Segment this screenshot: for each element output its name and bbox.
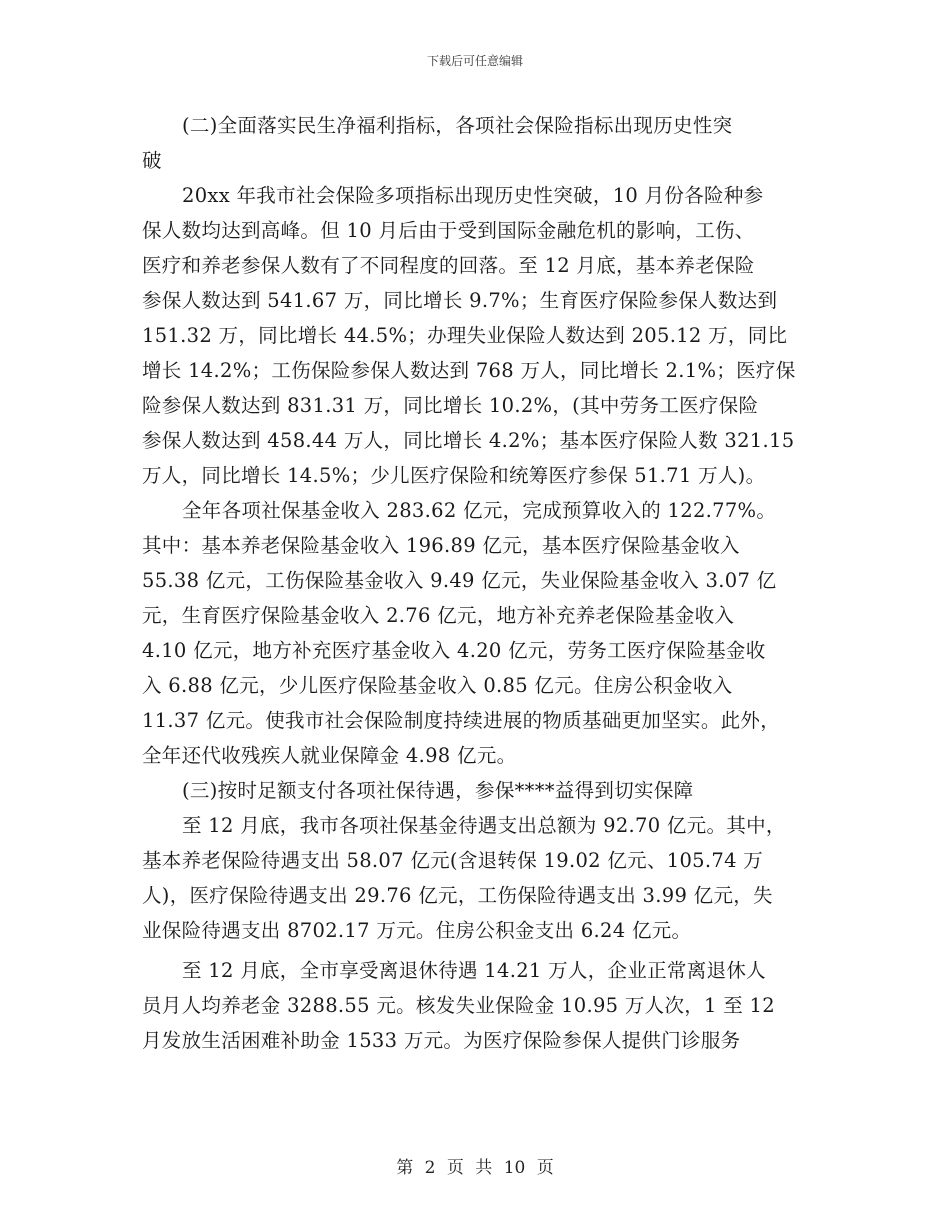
text-line: 入 6.88 亿元，少儿医疗保险基金收入 0.85 亿元。住房公积金收入 xyxy=(142,674,733,697)
text-line: 破 xyxy=(142,149,162,172)
text-line: 员月人均养老金 3288.55 元。核发失业保险金 10.95 万人次，1 至 12 xyxy=(142,994,775,1017)
page-footer: 第 2 页 共 10 页 xyxy=(396,1158,554,1178)
text-line: 参保人数达到 541.67 万，同比增长 9.7%；生育医疗保险参保人数达到 xyxy=(142,289,778,312)
text-line: 其中：基本养老保险基金收入 196.89 亿元，基本医疗保险基金收入 xyxy=(142,534,740,557)
text-line: 全年各项社保基金收入 283.62 亿元，完成预算收入的 122.77%。 xyxy=(182,499,777,522)
text-line: 20xx 年我市社会保险多项指标出现历史性突破，10 月份各险种参 xyxy=(182,184,764,207)
page-header: 下载后可任意编辑 xyxy=(426,54,523,68)
text-line: 业保险待遇支出 8702.17 万元。住房公积金支出 6.24 亿元。 xyxy=(142,919,692,942)
text-line: 保人数均达到高峰。但 10 月后由于受到国际金融危机的影响，工伤、 xyxy=(142,219,755,242)
text-line: 至 12 月底，我市各项社保基金待遇支出总额为 92.70 亿元。其中， xyxy=(182,814,786,837)
section-heading-3 xyxy=(142,773,832,808)
text-line: 11.37 亿元。使我市社会保险制度持续进展的物质基础更加坚实。此外， xyxy=(142,709,781,732)
text-line: (二)全面落实民生净福利指标，各项社会保险指标出现历史性突 xyxy=(182,114,733,137)
text-line: 元，生育医疗保险基金收入 2.76 亿元，地方补充养老保险基金收入 xyxy=(142,604,735,627)
text-line: 参保人数达到 458.44 万人，同比增长 4.2%；基本医疗保险人数 321.15 xyxy=(142,429,795,452)
text-line: 险参保人数达到 831.31 万，同比增长 10.2%，(其中劳务工医疗保险 xyxy=(142,394,759,417)
text-line: 55.38 亿元，工伤保险基金收入 9.49 亿元，失业保险基金收入 3.07 亿 xyxy=(142,569,777,592)
paragraph-expenditure xyxy=(142,808,832,948)
paragraph-fund-income xyxy=(142,493,832,773)
section-heading-2 xyxy=(142,108,832,178)
text-line: 月发放生活困难补助金 1533 万元。为医疗保险参保人提供门诊服务 xyxy=(142,1029,741,1052)
text-line: 医疗和养老参保人数有了不同程度的回落。至 12 月底，基本养老保险 xyxy=(142,254,755,277)
text-line: 151.32 万，同比增长 44.5%；办理失业保险人数达到 205.12 万，同比 xyxy=(142,324,788,347)
text-line: 增长 14.2%；工伤保险参保人数达到 768 万人，同比增长 2.1%；医疗保 xyxy=(142,359,796,382)
text-line: 人)，医疗保险待遇支出 29.76 亿元，工伤保险待遇支出 3.99 亿元，失 xyxy=(142,884,773,907)
text-line: 4.10 亿元，地方补充医疗基金收入 4.20 亿元，劳务工医疗保险基金收 xyxy=(142,639,766,662)
text-line: 基本养老保险待遇支出 58.07 亿元(含退转保 19.02 亿元、105.74 万 xyxy=(142,849,764,872)
document-body xyxy=(142,108,832,1058)
text-line: (三)按时足额支付各项社保待遇，参保****益得到切实保障 xyxy=(182,779,694,802)
text-line: 万人，同比增长 14.5%；少儿医疗保险和统筹医疗参保 51.71 万人)。 xyxy=(142,464,766,487)
text-line: 全年还代收残疾人就业保障金 4.98 亿元。 xyxy=(142,744,517,767)
text-line: 至 12 月底，全市享受离退休待遇 14.21 万人，企业正常离退休人 xyxy=(182,959,766,982)
paragraph-participation xyxy=(142,178,832,493)
paragraph-retirement xyxy=(142,953,832,1058)
